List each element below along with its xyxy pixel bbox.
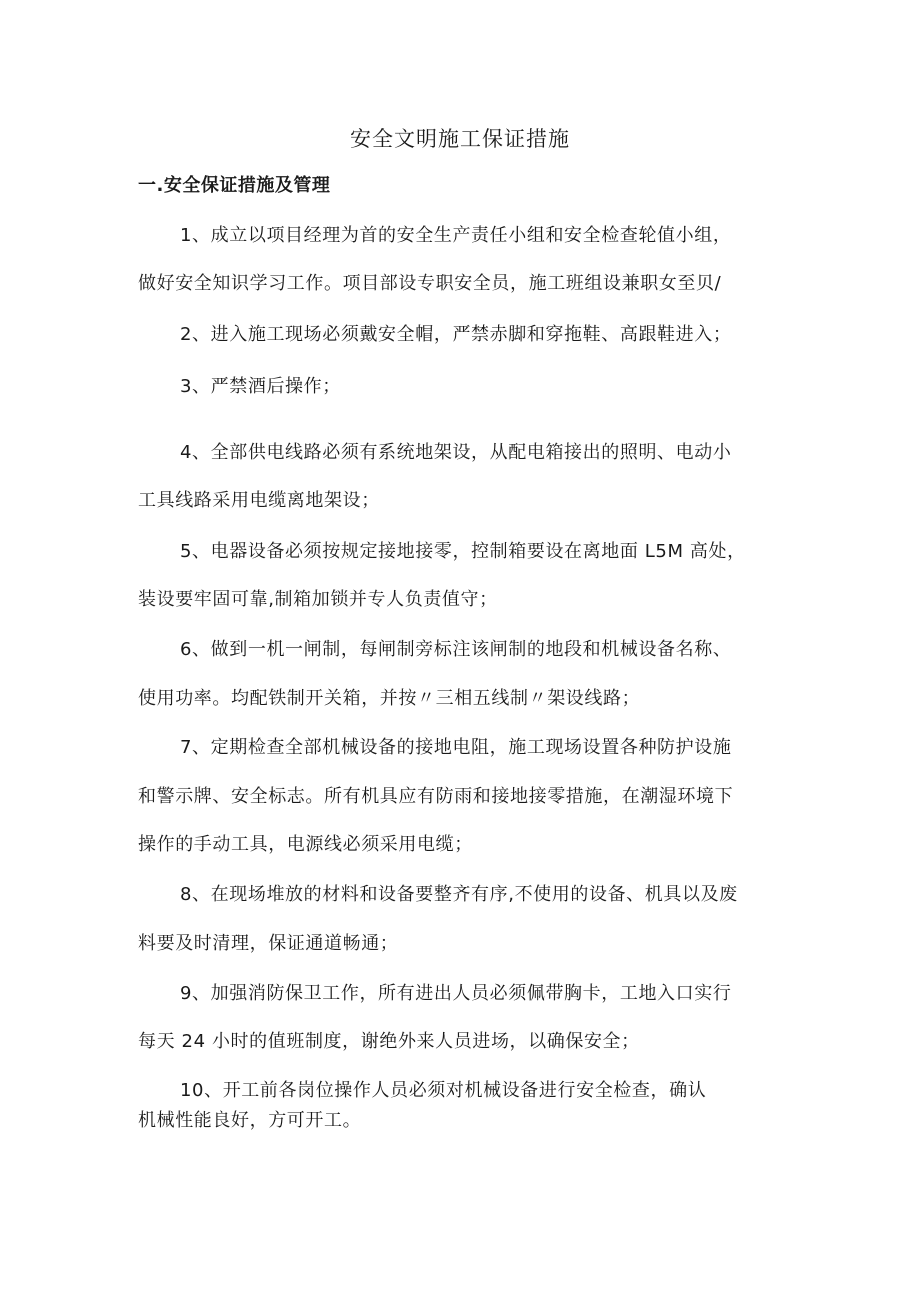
item-8-line-2: 料要及时清理，保证通道畅通；	[138, 933, 399, 954]
item-3-line-1: 3、严禁酒后操作；	[180, 376, 341, 397]
item-7-line-1: 7、定期检查全部机械设备的接地电阻，施工现场设置各种防护设施	[180, 737, 732, 758]
page-title: 安全文明施工保证措施	[350, 127, 570, 151]
item-8-line-1: 8、在现场堆放的材料和设备要整齐有序,不使用的设备、机具以及废	[180, 884, 738, 905]
item-7-line-3: 操作的手动工具，电源线必须采用电缆；	[138, 834, 473, 855]
item-4-line-2: 工具线路采用电缆离地架设；	[138, 490, 380, 511]
item-5-line-1: 5、电器设备必须按规定接地接零，控制箱要设在离地面 L5M 高处，	[180, 541, 746, 562]
item-6-line-2: 使用功率。均配铁制开关箱，并按〃三相五线制〃架设线路；	[138, 688, 641, 709]
section-heading: 一.安全保证措施及管理	[138, 175, 331, 196]
item-10-line-1: 10、开工前各岗位操作人员必须对机械设备进行安全检查，确认	[180, 1080, 707, 1101]
item-9-line-1: 9、加强消防保卫工作，所有进出人员必须佩带胸卡，工地入口实行	[180, 983, 732, 1004]
item-6-line-1: 6、做到一机一闸制，每闸制旁标注该闸制的地段和机械设备名称、	[180, 639, 732, 660]
item-7-line-2: 和警示牌、安全标志。所有机具应有防雨和接地接零措施，在潮湿环境下	[138, 786, 734, 807]
item-4-line-1: 4、全部供电线路必须有系统地架设，从配电箱接出的照明、电动小	[180, 442, 732, 463]
item-9-line-2: 每天 24 小时的值班制度，谢绝外来人员进场，以确保安全；	[138, 1031, 640, 1052]
item-1-line-2: 做好安全知识学习工作。项目部设专职安全员，施工班组设兼职女至贝/	[138, 273, 722, 294]
item-2-line-1: 2、进入施工现场必须戴安全帽，严禁赤脚和穿拖鞋、高跟鞋进入；	[180, 324, 732, 345]
item-10-line-2: 机械性能良好，方可开工。	[138, 1110, 362, 1131]
item-1-line-1: 1、成立以项目经理为首的安全生产责任小组和安全检查轮值小组，	[180, 225, 732, 246]
item-5-line-2: 装设要牢固可靠,制箱加锁并专人负责值守；	[138, 589, 498, 610]
